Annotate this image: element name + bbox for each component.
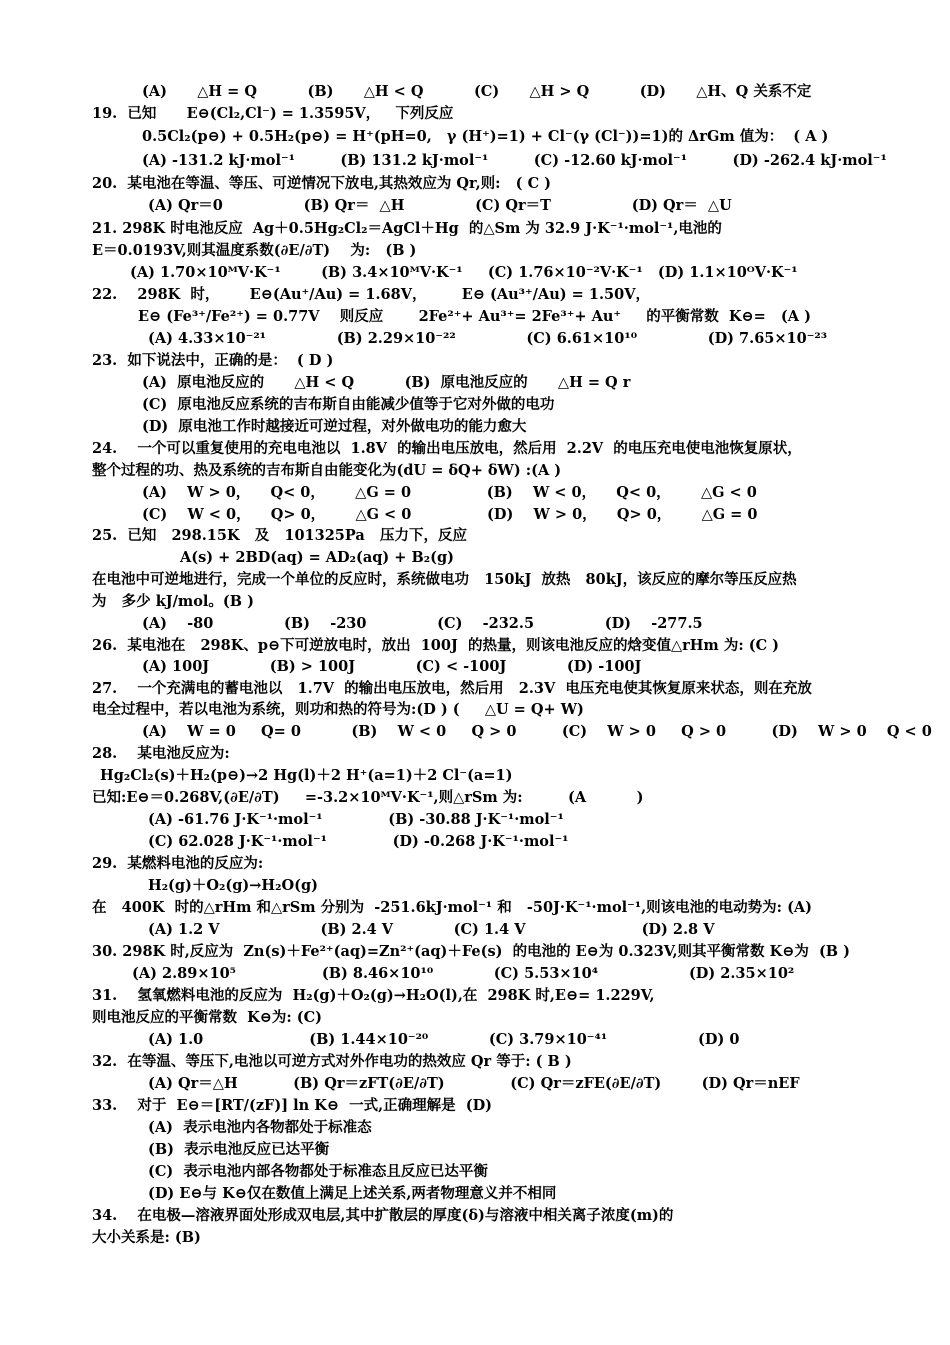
text-line: (C) W < 0， Q> 0， △G < 0 (D) W > 0， Q> 0， △G = 0 xyxy=(142,506,758,523)
text-line: 23. 如下说法中，正确的是： ( D ) xyxy=(92,352,334,369)
text-line: (A) 1.70×10ᴹV·K⁻¹ (B) 3.4×10ᴹV·K⁻¹ (C) 1.76×10⁻²V·K⁻¹ (D) 1.1×10ᴼV·K⁻¹ xyxy=(130,264,798,281)
text-line: (C) 表示电池内部各物都处于标准态且反应已达平衡 xyxy=(148,1163,488,1180)
text-line: (D) E⊖与 K⊖仅在数值上满足上述关系,两者物理意义并不相同 xyxy=(148,1185,557,1202)
text-line: 33. 对于 E⊖＝[RT/(zF)] ln K⊖ 一式,正确理解是 (D) xyxy=(92,1097,493,1114)
text-line: 电全过程中，若以电池为系统，则功和热的符号为:(D ) ( △U = Q+ W) xyxy=(92,701,584,718)
text-line: (C) 62.028 J·K⁻¹·mol⁻¹ (D) -0.268 J·K⁻¹·mol⁻¹ xyxy=(148,833,569,850)
text-line: 26. 某电池在 298K、p⊖下可逆放电时，放出 100J 的热量，则该电池反应的焓变值△rHm 为: (C ) xyxy=(92,637,780,654)
text-line: 27. 一个充满电的蓄电池以 1.7V 的输出电压放电，然后用 2.3V 电压充电使其恢复原来状态，则在充放 xyxy=(92,680,812,697)
text-line: (A) -61.76 J·K⁻¹·mol⁻¹ (B) -30.88 J·K⁻¹·mol⁻¹ xyxy=(148,811,564,828)
text-line: H₂(g)＋O₂(g)→H₂O(g) xyxy=(148,877,318,894)
text-line: (A) 1.0 (B) 1.44×10⁻²⁰ (C) 3.79×10⁻⁴¹ (D) 0 xyxy=(148,1031,740,1048)
text-line: 0.5Cl₂(p⊖) + 0.5H₂(p⊖) = H⁺(pH=0, γ (H⁺)=1) + Cl⁻(γ (Cl⁻))=1)的 ΔrGm 值为： ( A ) xyxy=(142,128,829,145)
text-line: (A) 2.89×10⁵ (B) 8.46×10¹⁰ (C) 5.53×10⁴ (D) 2.35×10² xyxy=(132,965,795,982)
text-line: (A) Qr＝0 (B) Qr＝ △H (C) Qr＝T (D) Qr＝ △U xyxy=(148,197,732,214)
text-line: (A) 100J (B) > 100J (C) < -100J (D) -100J xyxy=(142,658,642,675)
text-line: (A) Qr＝△H (B) Qr＝zFT(∂E/∂T) (C) Qr＝zFE(∂E/∂T) (D) Qr＝nEF xyxy=(148,1075,800,1092)
text-line: (A) △H = Q (B) △H < Q (C) △H > Q (D) △H、Q 关系不定 xyxy=(142,83,812,100)
text-line: 25. 已知 298.15K 及 101325Pa 压力下，反应 xyxy=(92,527,467,544)
text-line: 34. 在电极—溶液界面处形成双电层,其中扩散层的厚度(δ)与溶液中相关离子浓度(m)的 xyxy=(92,1207,674,1224)
text-line: 大小关系是: (B) xyxy=(92,1229,201,1246)
text-line: Hg₂Cl₂(s)＋H₂(p⊖)→2 Hg(l)＋2 H⁺(a=1)＋2 Cl⁻(a=1) xyxy=(100,767,513,784)
text-line: (C) 原电池反应系统的吉布斯自由能减少值等于它对外做的电功 xyxy=(142,396,555,413)
text-line: (A) 表示电池内各物都处于标准态 xyxy=(148,1119,372,1136)
text-line: (A) -80 (B) -230 (C) -232.5 (D) -277.5 xyxy=(142,615,703,632)
text-line: 24. 一个可以重复使用的充电电池以 1.8V 的输出电压放电，然后用 2.2V 的电压充电使电池恢复原状， xyxy=(92,440,802,457)
text-line: (A) 1.2 V (B) 2.4 V (C) 1.4 V (D) 2.8 V xyxy=(148,921,715,938)
text-line: (A) -131.2 kJ·mol⁻¹ (B) 131.2 kJ·mol⁻¹ (C) -12.60 kJ·mol⁻¹ (D) -262.4 kJ·mol⁻¹ xyxy=(142,152,887,169)
text-line: 22. 298K 时， E⊖(Au⁺/Au) = 1.68V， E⊖ (Au³⁺/Au) = 1.50V， xyxy=(92,286,650,303)
text-line: 20. 某电池在等温、等压、可逆情况下放电,其热效应为 Qr,则: ( C ) xyxy=(92,175,552,192)
text-line: (A) 原电池反应的 △H < Q (B) 原电池反应的 △H = Q r xyxy=(142,374,631,391)
text-line: 为 多少 kJ/mol。(B ) xyxy=(92,593,254,610)
text-line: 在电池中可逆地进行，完成一个单位的反应时，系统做电功 150kJ 放热 80kJ，该反应的摩尔等压反应热 xyxy=(92,571,797,588)
text-line: E＝0.0193V,则其温度系数(∂E/∂T) 为: (B ) xyxy=(92,242,417,259)
text-line: E⊖ (Fe³⁺/Fe²⁺) = 0.77V 则反应 2Fe²⁺+ Au³⁺= 2Fe³⁺+ Au⁺ 的平衡常数 K⊖= (A ) xyxy=(138,308,811,325)
text-line: 则电池反应的平衡常数 K⊖为: (C) xyxy=(92,1009,323,1026)
text-line: (A) W > 0， Q< 0， △G = 0 (B) W < 0， Q< 0， △G < 0 xyxy=(142,484,757,501)
text-line: 已知:E⊖＝0.268V,(∂E/∂T) =-3.2×10ᴹV·K⁻¹,则△rSm 为: (A ) xyxy=(92,789,644,806)
text-line: (B) 表示电池反应已达平衡 xyxy=(148,1141,330,1158)
text-line: 19. 已知 E⊖(Cl₂,Cl⁻) = 1.3595V， 下列反应 xyxy=(92,105,454,122)
text-line: 30. 298K 时,反应为 Zn(s)＋Fe²⁺(aq)=Zn²⁺(aq)＋Fe(s) 的电池的 E⊖为 0.323V,则其平衡常数 K⊖为 (B ) xyxy=(92,943,850,960)
text-line: 32. 在等温、等压下,电池以可逆方式对外作电功的热效应 Qr 等于: ( B ) xyxy=(92,1053,572,1070)
text-line: 21. 298K 时电池反应 Ag＋0.5Hg₂Cl₂＝AgCl＋Hg 的△Sm 为 32.9 J·K⁻¹·mol⁻¹,电池的 xyxy=(92,220,722,237)
text-line: (A) W = 0 Q= 0 (B) W < 0 Q > 0 (C) W > 0 Q > 0 (D) W > 0 Q < 0 xyxy=(142,723,932,740)
text-line: 31. 氢氧燃料电池的反应为 H₂(g)＋O₂(g)→H₂O(l),在 298K 时,E⊖= 1.229V, xyxy=(92,987,655,1004)
text-line: 28. 某电池反应为: xyxy=(92,745,230,762)
text-line: (D) 原电池工作时越接近可逆过程，对外做电功的能力愈大 xyxy=(142,418,527,435)
text-line: (A) 4.33×10⁻²¹ (B) 2.29×10⁻²² (C) 6.61×10¹⁰ (D) 7.65×10⁻²³ xyxy=(148,330,828,347)
text-line: 29. 某燃料电池的反应为: xyxy=(92,855,264,872)
text-line: 在 400K 时的△rHm 和△rSm 分别为 -251.6kJ·mol⁻¹ 和 -50J·K⁻¹·mol⁻¹,则该电池的电动势为: (A) xyxy=(92,899,813,916)
text-line: 整个过程的功、热及系统的吉布斯自由能变化为(dU = δQ+ δW) :(A ) xyxy=(92,462,562,479)
text-line: A(s) + 2BD(aq) = AD₂(aq) + B₂(g) xyxy=(180,549,454,566)
